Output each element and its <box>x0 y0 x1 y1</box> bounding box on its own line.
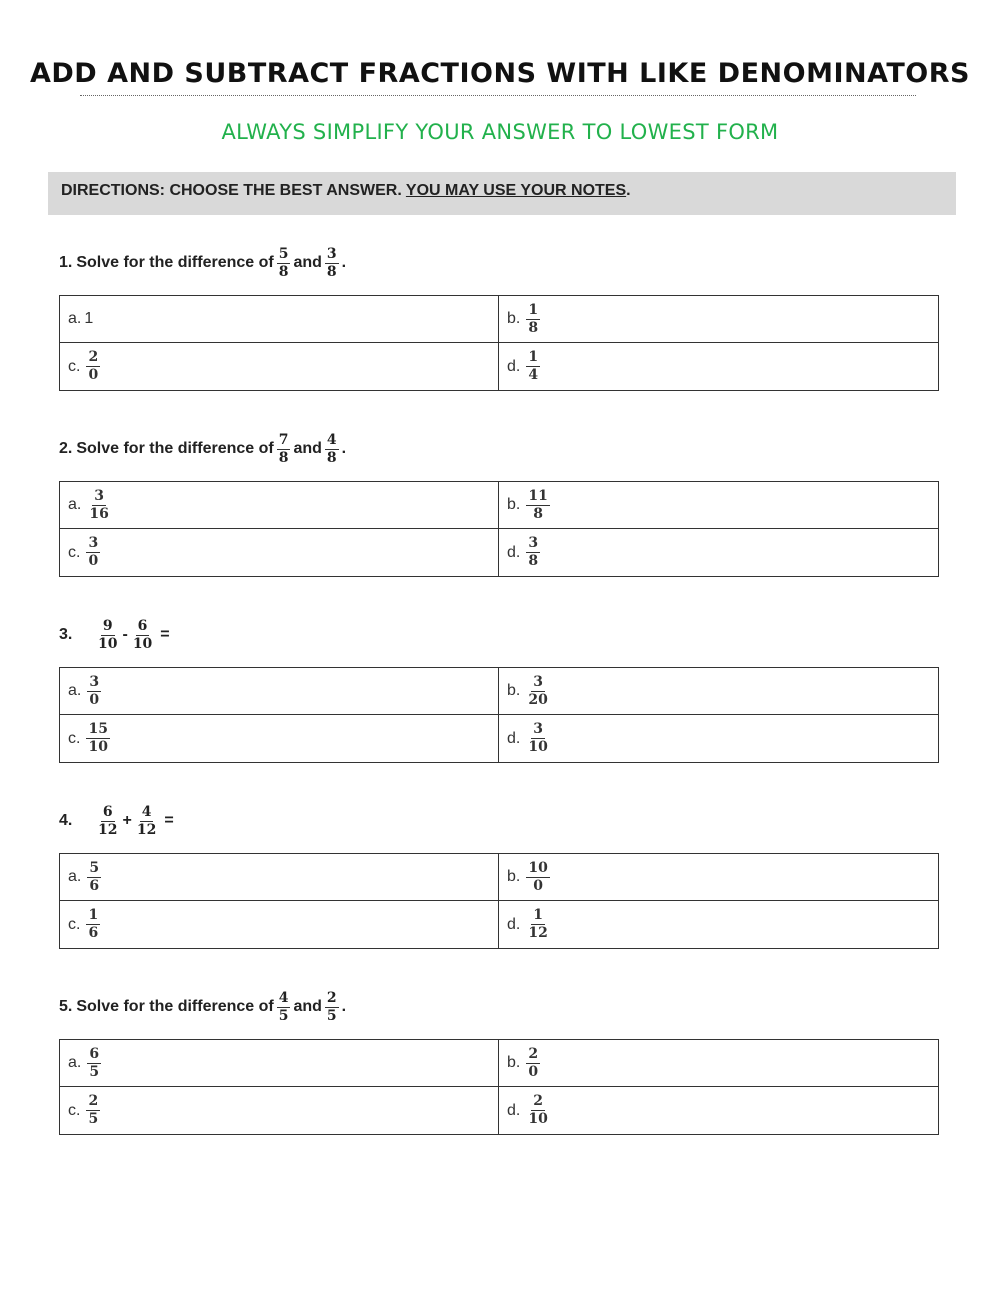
question-number: 3. <box>59 626 73 643</box>
fraction-denominator: 5 <box>88 1111 99 1127</box>
option-label: a. <box>68 1054 82 1071</box>
fraction-denominator: 10 <box>98 635 118 652</box>
title-underline <box>80 95 916 96</box>
fraction-second <box>325 991 339 1024</box>
directions-text: DIRECTIONS: CHOOSE THE BEST ANSWER. <box>61 182 406 199</box>
option-fraction <box>526 861 549 894</box>
fraction-denominator: 12 <box>98 821 118 838</box>
fraction-numerator: 4 <box>141 803 152 820</box>
answer-option-c[interactable] <box>60 529 499 576</box>
fraction-denominator: 8 <box>528 319 539 336</box>
fraction-numerator: 3 <box>533 721 543 737</box>
fraction-numerator: 2 <box>88 349 99 365</box>
fraction-numerator: 3 <box>89 673 100 690</box>
question-prompt <box>59 612 170 658</box>
question-period: . <box>341 440 347 457</box>
option-fraction <box>86 350 100 383</box>
fraction-second <box>325 247 339 280</box>
fraction-first <box>277 991 291 1024</box>
answer-option-a[interactable] <box>60 296 499 343</box>
fraction-numerator: 5 <box>89 859 100 876</box>
worksheet-title: ADD AND SUBTRACT FRACTIONS WITH LIKE DENOMINATORS <box>30 58 970 89</box>
fraction-denominator: 6 <box>88 925 99 941</box>
option-label: a. <box>68 496 82 513</box>
option-label: c. <box>68 729 81 747</box>
fraction-numerator: 4 <box>326 431 337 448</box>
fraction-denominator: 8 <box>326 263 337 280</box>
question-prompt <box>59 798 174 844</box>
option-fraction <box>87 489 110 522</box>
answer-option-d[interactable] <box>499 343 938 390</box>
fraction-numerator: 9 <box>102 617 113 634</box>
question-number: 4. <box>59 812 73 829</box>
fraction-second <box>135 805 158 838</box>
option-label: c. <box>68 1101 81 1119</box>
fraction-denominator: 12 <box>528 925 548 941</box>
fraction-numerator: 6 <box>102 803 113 820</box>
fraction-numerator: 3 <box>88 535 99 551</box>
option-fraction <box>526 675 549 708</box>
fraction-first <box>277 433 291 466</box>
fraction-numerator: 4 <box>278 989 289 1006</box>
answer-option-d[interactable] <box>499 529 938 576</box>
option-fraction <box>87 675 101 708</box>
option-fraction <box>526 1047 540 1080</box>
question-text: Solve for the difference of <box>76 998 274 1015</box>
option-label: b. <box>507 310 521 327</box>
fraction-numerator: 1 <box>88 907 99 923</box>
option-label: b. <box>507 682 521 699</box>
fraction-denominator: 0 <box>89 691 100 708</box>
option-fraction <box>526 350 540 383</box>
answer-option-a[interactable] <box>60 854 499 901</box>
and-word: and <box>293 440 322 457</box>
question-number: 2. <box>59 440 73 457</box>
option-label: b. <box>507 1054 521 1071</box>
question-prompt <box>59 240 346 286</box>
answer-option-a[interactable] <box>60 482 499 529</box>
fraction-denominator: 10 <box>132 635 153 652</box>
fraction-numerator: 2 <box>533 1093 543 1109</box>
fraction-numerator: 2 <box>326 989 337 1006</box>
fraction-denominator: 0 <box>528 1063 539 1080</box>
fraction-numerator: 11 <box>528 487 548 504</box>
question-period: . <box>341 998 347 1015</box>
fraction-denominator: 10 <box>88 739 108 755</box>
fraction-numerator: 3 <box>94 487 104 504</box>
option-label: d. <box>507 543 521 561</box>
answer-choices-table <box>59 481 939 577</box>
fraction-numerator: 2 <box>528 1045 539 1062</box>
answer-choices-table <box>59 295 939 391</box>
fraction-first <box>96 619 119 652</box>
option-fraction <box>526 489 549 522</box>
question-prompt <box>59 426 346 472</box>
directions-notes-underlined: YOU MAY USE YOUR NOTES <box>405 182 627 199</box>
fraction-numerator: 3 <box>528 535 539 551</box>
option-fraction <box>86 722 109 755</box>
operator-sign: - <box>122 626 128 643</box>
fraction-denominator: 10 <box>528 739 548 755</box>
option-fraction <box>526 908 549 941</box>
fraction-numerator: 1 <box>528 301 539 318</box>
directions-bar <box>48 172 956 215</box>
question-period: . <box>341 254 347 271</box>
fraction-numerator: 6 <box>89 1045 100 1062</box>
option-label: b. <box>507 868 521 885</box>
answer-option-b[interactable] <box>499 854 938 901</box>
fraction-first <box>277 247 291 280</box>
answer-option-a[interactable] <box>60 1040 499 1087</box>
equals-sign: = <box>160 626 170 643</box>
and-word: and <box>293 998 322 1015</box>
answer-option-b[interactable] <box>499 482 938 529</box>
question-text: Solve for the difference of <box>76 440 274 457</box>
fraction-numerator: 7 <box>278 431 289 448</box>
fraction-denominator: 10 <box>528 1111 548 1127</box>
fraction-second <box>325 433 339 466</box>
fraction-numerator: 1 <box>528 349 539 365</box>
equals-sign: = <box>164 812 174 829</box>
fraction-numerator: 1 <box>533 907 543 923</box>
option-label: d. <box>507 729 521 747</box>
and-word: and <box>293 254 322 271</box>
option-label: c. <box>68 357 81 375</box>
option-fraction <box>87 1047 101 1080</box>
question-text: Solve for the difference of <box>76 254 274 271</box>
answer-option-d[interactable] <box>499 715 938 762</box>
fraction-denominator: 5 <box>278 1007 289 1024</box>
answer-option-d[interactable] <box>499 901 938 948</box>
operator-sign: + <box>122 812 132 829</box>
option-label: d. <box>507 1101 521 1119</box>
fraction-denominator: 16 <box>89 505 109 522</box>
answer-choices-table <box>59 853 939 949</box>
fraction-denominator: 8 <box>326 449 337 466</box>
option-fraction <box>86 1094 100 1127</box>
fraction-denominator: 20 <box>528 691 548 708</box>
option-fraction <box>86 908 100 941</box>
fraction-second <box>131 619 154 652</box>
option-fraction <box>526 722 549 755</box>
fraction-numerator: 10 <box>528 859 548 876</box>
answer-option-b[interactable] <box>499 668 938 715</box>
fraction-numerator: 3 <box>326 245 337 262</box>
option-fraction <box>526 1094 549 1127</box>
answer-option-a[interactable] <box>60 668 499 715</box>
fraction-denominator: 0 <box>88 367 99 383</box>
option-value: 1 <box>84 310 94 327</box>
option-fraction <box>526 303 540 336</box>
option-label: c. <box>68 543 81 561</box>
option-fraction <box>86 536 100 569</box>
fraction-denominator: 0 <box>88 553 99 569</box>
question-number: 1. <box>59 254 73 271</box>
option-label: b. <box>507 496 521 513</box>
worksheet-subtitle: ALWAYS SIMPLIFY YOUR ANSWER TO LOWEST FORM <box>221 120 779 144</box>
fraction-numerator: 5 <box>278 245 289 262</box>
answer-option-b[interactable] <box>499 1040 938 1087</box>
question-prompt <box>59 984 346 1030</box>
question-number: 5. <box>59 998 73 1015</box>
fraction-numerator: 15 <box>88 721 108 737</box>
fraction-denominator: 12 <box>136 821 157 838</box>
fraction-numerator: 3 <box>533 673 543 690</box>
option-label: c. <box>68 915 81 933</box>
answer-option-b[interactable] <box>499 296 938 343</box>
answer-choices-table <box>59 1039 939 1135</box>
fraction-denominator: 6 <box>89 877 100 894</box>
directions-period: . <box>626 182 631 199</box>
fraction-denominator: 5 <box>326 1007 337 1024</box>
answer-option-c[interactable] <box>60 901 499 948</box>
option-fraction <box>87 861 101 894</box>
option-label: a. <box>68 682 82 699</box>
answer-option-c[interactable] <box>60 1087 499 1134</box>
fraction-denominator: 8 <box>278 449 289 466</box>
fraction-denominator: 0 <box>533 877 543 894</box>
answer-option-c[interactable] <box>60 715 499 762</box>
fraction-numerator: 2 <box>88 1093 99 1109</box>
answer-choices-table <box>59 667 939 763</box>
fraction-first <box>96 805 119 838</box>
option-label: a. <box>68 310 82 327</box>
option-label: d. <box>507 357 521 375</box>
fraction-numerator: 6 <box>137 617 148 634</box>
option-label: a. <box>68 868 82 885</box>
fraction-denominator: 8 <box>528 553 539 569</box>
answer-option-d[interactable] <box>499 1087 938 1134</box>
option-fraction <box>526 536 540 569</box>
option-label: d. <box>507 915 521 933</box>
answer-option-c[interactable] <box>60 343 499 390</box>
fraction-denominator: 8 <box>278 263 289 280</box>
fraction-denominator: 4 <box>528 367 539 383</box>
fraction-denominator: 8 <box>533 505 543 522</box>
fraction-denominator: 5 <box>89 1063 100 1080</box>
